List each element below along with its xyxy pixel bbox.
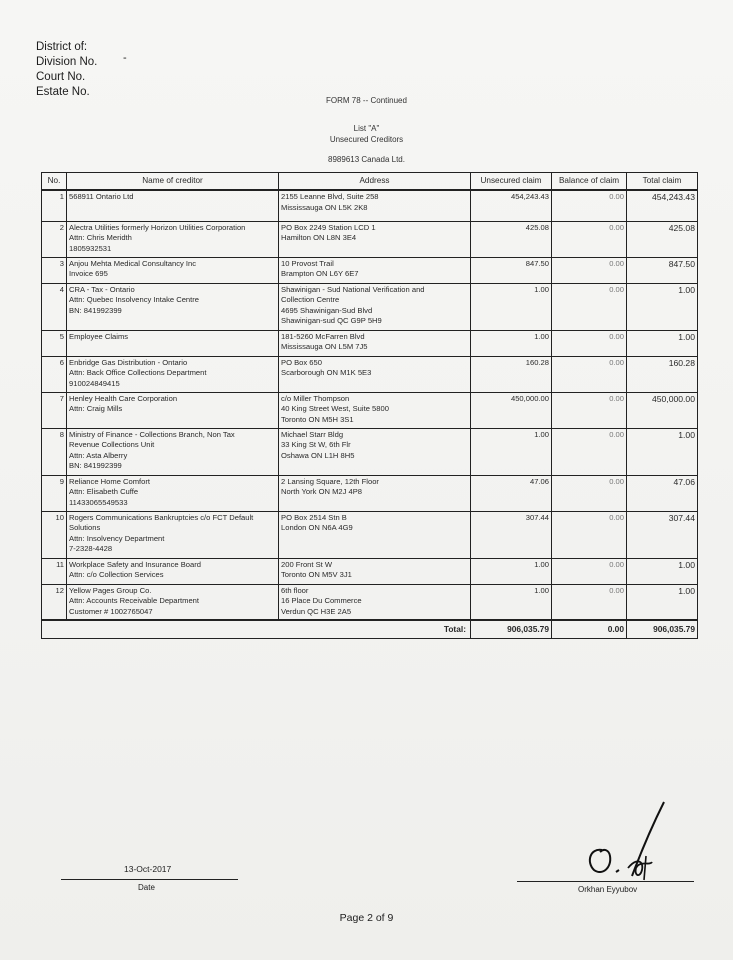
column-header: No. — [42, 173, 67, 191]
total-claim: 425.08 — [627, 221, 698, 257]
table-row — [42, 558, 698, 584]
creditor-name — [67, 558, 279, 584]
balance-of-claim: 0.00 — [552, 428, 627, 475]
creditor-name — [67, 428, 279, 475]
creditor-name — [67, 356, 279, 392]
creditor-name-line: Attn: Insolvency Department — [69, 533, 165, 543]
creditor-address-line: 2155 Leanne Blvd, Suite 258 — [281, 192, 379, 201]
creditor-name-line: Customer # 1002765047 — [69, 606, 153, 616]
creditor-address — [279, 283, 471, 330]
creditor-address-line: 200 Front St W — [281, 559, 333, 569]
total-claim: 307.44 — [627, 511, 698, 558]
creditor-name-line: Attn: Chris Meridth — [69, 233, 132, 243]
creditor-address-line: Shawinigan - Sud National Verification and — [281, 284, 425, 294]
total-claim: 450,000.00 — [627, 392, 698, 428]
table-row — [42, 584, 698, 620]
creditor-address-line: 40 King Street West, Suite 5800 — [281, 404, 389, 414]
creditor-address-line: Mississauga ON L5K 2K8 — [281, 202, 368, 212]
unsecured-claim: 1.00 — [471, 330, 552, 356]
unsecured-claim: 425.08 — [471, 221, 552, 257]
estate-label: Estate No. — [36, 86, 90, 98]
row-number: 10 — [42, 511, 67, 558]
creditor-name-line: CRA - Tax - Ontario — [69, 284, 135, 294]
date-label: Date — [138, 883, 155, 892]
table-row — [42, 475, 698, 511]
table-row — [42, 190, 698, 221]
date-line — [61, 879, 238, 880]
creditor-address-line: Brampton ON L6Y 6E7 — [281, 269, 359, 279]
row-number: 5 — [42, 330, 67, 356]
creditor-name-line: Attn: Elisabeth Cuffe — [69, 487, 139, 497]
creditor-address-line: PO Box 2249 Station LCD 1 — [281, 222, 376, 232]
creditor-name — [67, 584, 279, 620]
creditor-name-line: Attn: Accounts Receivable Department — [69, 596, 200, 606]
row-number: 1 — [42, 190, 67, 221]
creditor-name — [67, 257, 279, 283]
creditor-name-line: Invoice 695 — [69, 269, 108, 279]
row-number: 6 — [42, 356, 67, 392]
creditor-address-line: 10 Provost Trail — [281, 258, 334, 268]
creditor-address-line: Toronto ON M5H 3S1 — [281, 414, 354, 424]
creditor-address-line: North York ON M2J 4P8 — [281, 487, 363, 497]
creditor-name-line: Workplace Safety and Insurance Board — [69, 559, 201, 569]
creditor-address-line: c/o Miller Thompson — [281, 393, 350, 403]
creditor-address — [279, 392, 471, 428]
column-header: Address — [279, 173, 471, 191]
unsecured-claim: 450,000.00 — [471, 392, 552, 428]
balance-of-claim: 0.00 — [552, 475, 627, 511]
creditor-name-line: Rogers Communications Bankruptcies c/o FCT Default — [69, 512, 254, 522]
creditor-name-line: Solutions — [69, 523, 101, 533]
table-row — [42, 257, 698, 283]
creditor-name-line: 568911 Ontario Ltd — [69, 192, 134, 201]
table-row — [42, 221, 698, 257]
unsecured-claim: 454,243.43 — [471, 190, 552, 221]
date-value: 13-Oct-2017 — [124, 864, 172, 874]
creditor-name-line: BN: 841992399 — [69, 461, 122, 471]
creditor-address-line: Oshawa ON L1H 8H5 — [281, 450, 355, 460]
creditor-address-line: 6th floor — [281, 585, 309, 595]
creditor-address-line: 181-5260 McFarren Blvd — [281, 331, 365, 341]
balance-of-claim: 0.00 — [552, 584, 627, 620]
court-header — [36, 40, 97, 100]
creditor-name-line: Reliance Home Comfort — [69, 476, 151, 486]
creditor-name — [67, 221, 279, 257]
balance-of-claim: 0.00 — [552, 283, 627, 330]
total-label: Total: — [279, 620, 471, 639]
row-number: 11 — [42, 558, 67, 584]
total-claim: 1.00 — [627, 428, 698, 475]
district-label: District of: — [36, 41, 88, 53]
creditor-name-line: 1805932531 — [69, 243, 112, 253]
total-claim: 454,243.43 — [627, 190, 698, 221]
unsecured-claim: 1.00 — [471, 283, 552, 330]
balance-of-claim: 0.00 — [552, 330, 627, 356]
stray-dash: - — [123, 52, 127, 64]
creditor-address — [279, 475, 471, 511]
column-header: Total claim — [627, 173, 698, 191]
total-claim: 847.50 — [627, 257, 698, 283]
creditor-address-line: Shawinigan-sud QC G9P 5H9 — [281, 316, 382, 326]
creditor-name — [67, 511, 279, 558]
unsecured-claim: 47.06 — [471, 475, 552, 511]
row-number: 8 — [42, 428, 67, 475]
table-row — [42, 428, 698, 475]
creditor-address-line: Verdun QC H3E 2A5 — [281, 606, 352, 616]
creditor-address-line: London ON N6A 4G9 — [281, 523, 353, 533]
creditor-name-line: Attn: Asta Alberry — [69, 450, 128, 460]
creditor-address-line: Mississauga ON L5M 7J5 — [281, 342, 368, 352]
total-claim: 1.00 — [627, 330, 698, 356]
form-title: FORM 78 -- Continued — [326, 96, 407, 105]
creditor-name-line: Attn: Back Office Collections Department — [69, 368, 207, 378]
row-number: 2 — [42, 221, 67, 257]
creditor-address — [279, 356, 471, 392]
page-number: Page 2 of 9 — [339, 912, 394, 924]
balance-of-claim: 0.00 — [552, 257, 627, 283]
company-name: 8989613 Canada Ltd. — [328, 155, 405, 164]
balance-of-claim: 0.00 — [552, 221, 627, 257]
creditor-name — [67, 475, 279, 511]
creditor-name-line: Ministry of Finance - Collections Branch, Non Tax — [69, 429, 235, 439]
table-header-row — [42, 173, 698, 191]
creditor-address — [279, 190, 471, 221]
total-claim: 47.06 — [627, 475, 698, 511]
total-unsecured: 906,035.79 — [471, 620, 552, 639]
balance-of-claim: 0.00 — [552, 511, 627, 558]
unsecured-creditors-table — [41, 172, 698, 639]
table-row — [42, 511, 698, 558]
creditor-address-line: Scarborough ON M1K 5E3 — [281, 368, 372, 378]
creditor-address — [279, 428, 471, 475]
total-claim: 1.00 — [627, 283, 698, 330]
creditor-name-line: Attn: Craig Mills — [69, 404, 123, 414]
creditor-name-line: Alectra Utilities formerly Horizon Utilities Corporation — [69, 222, 246, 232]
row-number: 12 — [42, 584, 67, 620]
list-subtitle: Unsecured Creditors — [329, 135, 404, 144]
creditor-name-line: Employee Claims — [69, 331, 129, 341]
column-header: Balance of claim — [552, 173, 627, 191]
creditor-name-line: Henley Health Care Corporation — [69, 393, 178, 403]
creditor-address — [279, 511, 471, 558]
signer-name: Orkhan Eyyubov — [578, 885, 638, 894]
row-number: 4 — [42, 283, 67, 330]
unsecured-claim: 160.28 — [471, 356, 552, 392]
creditor-name-line: Revenue Collections Unit — [69, 440, 155, 450]
total-claim: 160.28 — [627, 356, 698, 392]
division-label: Division No. — [36, 56, 98, 68]
signature-line — [517, 881, 694, 882]
creditor-address-line: 33 King St W, 6th Flr — [281, 440, 351, 450]
total-row — [42, 620, 698, 639]
creditor-address — [279, 330, 471, 356]
unsecured-claim: 1.00 — [471, 584, 552, 620]
creditor-address-line: 16 Place Du Commerce — [281, 596, 362, 606]
creditor-name-line: Yellow Pages Group Co. — [69, 585, 152, 595]
row-number: 3 — [42, 257, 67, 283]
creditor-name-line: BN: 841992399 — [69, 305, 122, 315]
creditor-address-line: Michael Starr Bldg — [281, 429, 344, 439]
table-row — [42, 330, 698, 356]
row-number: 9 — [42, 475, 67, 511]
creditor-address-line: Hamilton ON L8N 3E4 — [281, 233, 357, 243]
court-label: Court No. — [36, 71, 86, 83]
creditor-name — [67, 392, 279, 428]
total-balance: 0.00 — [552, 620, 627, 639]
creditor-address-line: 4695 Shawinigan-Sud Blvd — [281, 305, 373, 315]
total-claim: 1.00 — [627, 558, 698, 584]
total-blank-cell — [42, 620, 279, 639]
unsecured-claim: 847.50 — [471, 257, 552, 283]
table-row — [42, 356, 698, 392]
column-header: Name of creditor — [67, 173, 279, 191]
creditor-name — [67, 330, 279, 356]
creditor-address-line: PO Box 650 — [281, 357, 322, 367]
creditor-address — [279, 257, 471, 283]
creditor-address-line: Collection Centre — [281, 295, 340, 305]
creditor-address-line: Toronto ON M5V 3J1 — [281, 570, 352, 580]
unsecured-claim: 1.00 — [471, 558, 552, 584]
balance-of-claim: 0.00 — [552, 558, 627, 584]
balance-of-claim: 0.00 — [552, 392, 627, 428]
table-row — [42, 283, 698, 330]
unsecured-claim: 1.00 — [471, 428, 552, 475]
total-claim: 1.00 — [627, 584, 698, 620]
creditor-address-line: PO Box 2514 Stn B — [281, 512, 347, 522]
balance-of-claim: 0.00 — [552, 356, 627, 392]
creditor-name — [67, 283, 279, 330]
creditor-name — [67, 190, 279, 221]
column-header: Unsecured claim — [471, 173, 552, 191]
creditor-address — [279, 584, 471, 620]
total-claim: 906,035.79 — [627, 620, 698, 639]
row-number: 7 — [42, 392, 67, 428]
creditor-name-line: Attn: c/o Collection Services — [69, 570, 164, 580]
creditor-name-line: Attn: Quebec Insolvency Intake Centre — [69, 295, 200, 305]
creditor-address — [279, 221, 471, 257]
creditor-name-line: 11433065549533 — [69, 497, 128, 507]
creditor-address-line: 2 Lansing Square, 12th Floor — [281, 476, 379, 486]
handwritten-signature — [580, 800, 680, 882]
creditor-name-line: Anjou Mehta Medical Consultancy Inc — [69, 258, 197, 268]
creditor-name-line: 7-2328-4428 — [69, 544, 113, 554]
list-title: List "A" — [353, 124, 380, 133]
balance-of-claim: 0.00 — [552, 190, 627, 221]
unsecured-claim: 307.44 — [471, 511, 552, 558]
table-row — [42, 392, 698, 428]
creditor-address — [279, 558, 471, 584]
creditor-name-line: Enbridge Gas Distribution - Ontario — [69, 357, 188, 367]
creditor-name-line: 910024849415 — [69, 378, 120, 388]
